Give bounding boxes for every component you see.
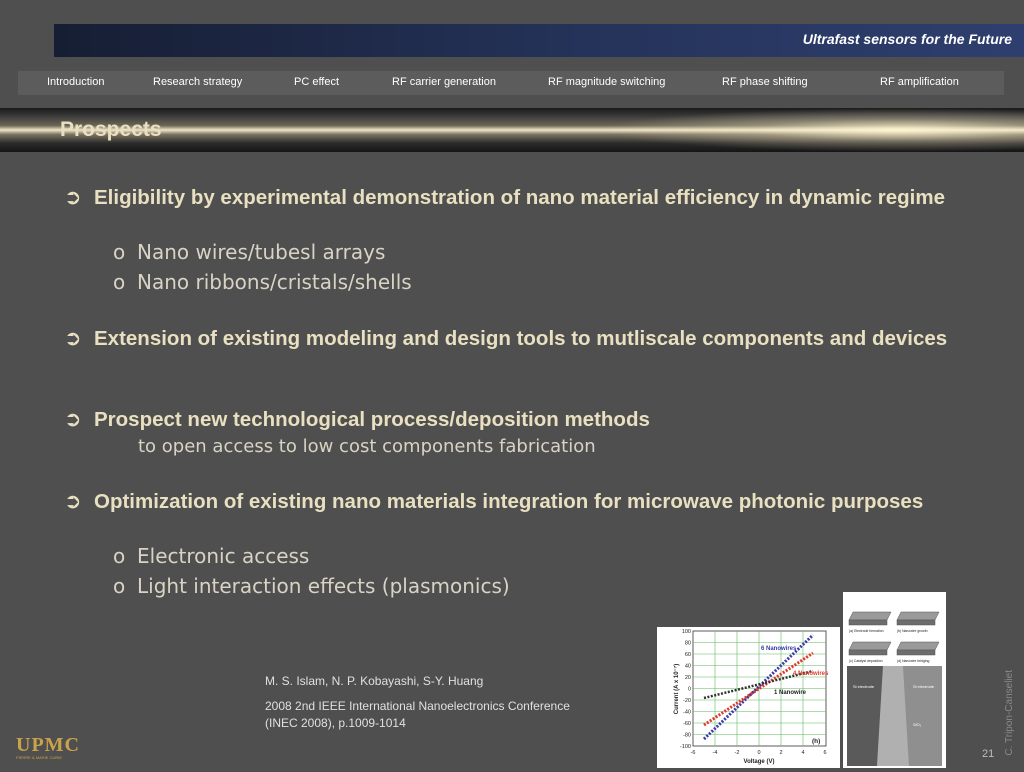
sub-bullet-text: Nano wires/tubesl arrays: [137, 240, 386, 264]
svg-text:40: 40: [684, 663, 691, 670]
nav-item-rf-carrier-generation[interactable]: RF carrier generation: [392, 76, 496, 88]
svg-text:0: 0: [687, 686, 691, 693]
photo-caption: (b) Nanowire growth: [897, 629, 928, 633]
sem-label: SiO₂: [913, 722, 922, 727]
header-bar: [54, 24, 1024, 57]
sub-bullet: [113, 270, 412, 294]
sub-bullet-marker: o: [113, 270, 126, 294]
logo-subtext: PIERRE & MARIE CURIE: [16, 755, 63, 760]
series-label: 6 Nanowires: [761, 646, 797, 652]
bullet-arrow-icon: ➲: [64, 327, 82, 350]
bullet-text: Optimization of existing nano materials integration for microwave photonic purposes: [94, 490, 924, 513]
reference-venue: 2008 2nd IEEE International Nanoelectronics Conference: [265, 699, 570, 713]
sub-bullet-marker: o: [113, 574, 126, 598]
page-title: Prospects: [60, 118, 162, 141]
svg-text:-60: -60: [683, 721, 691, 727]
sub-bullet: [113, 240, 385, 264]
svg-text:60: 60: [684, 652, 691, 658]
sub-bullet: [113, 574, 510, 598]
svg-text:6: 6: [823, 750, 827, 756]
photo-caption: (d) Nanowire bridging: [897, 659, 930, 663]
logo-text: UPMC: [16, 734, 80, 756]
y-axis-label: Current (A x 10⁻⁷): [674, 663, 680, 715]
nav-item-pc-effect[interactable]: PC effect: [294, 76, 340, 88]
sub-bullet-marker: o: [113, 240, 126, 264]
svg-text:100: 100: [681, 629, 691, 635]
svg-text:0: 0: [757, 750, 761, 756]
bullet-arrow-icon: ➲: [64, 186, 82, 209]
author-credit: C. Tripon-Canseliet: [1004, 670, 1015, 756]
bullet-text: Extension of existing modeling and design tools to mutliscale components and devices: [94, 327, 948, 350]
svg-text:-40: -40: [683, 709, 691, 716]
x-tick-labels: [691, 750, 827, 756]
svg-text:80: 80: [684, 640, 691, 647]
sub-bullet: [113, 544, 309, 568]
nav-item-rf-magnitude-switching[interactable]: RF magnitude switching: [548, 76, 666, 88]
sub-bullet-text: Nano ribbons/cristals/shells: [137, 270, 412, 294]
svg-text:-6: -6: [690, 750, 696, 756]
photo-caption: (a) Electrode formation: [849, 629, 884, 633]
bullet-text: Prospect new technological process/deposition methods: [94, 408, 650, 431]
y-tick-labels: [680, 629, 691, 750]
svg-text:-20: -20: [683, 698, 691, 704]
iv-curve-figure: [657, 627, 840, 768]
svg-text:-4: -4: [712, 750, 718, 756]
x-axis-label: Voltage (V): [743, 759, 775, 765]
panel-label: (h): [812, 738, 821, 745]
reference-authors: M. S. Islam, N. P. Kobayashi, S-Y. Huang: [265, 674, 484, 688]
fabrication-photo: [843, 592, 946, 768]
bullet-text: Eligibility by experimental demonstration of nano material efficiency in dynamic regime: [94, 186, 945, 209]
sub-bullet-text: Light interaction effects (plasmonics): [137, 574, 510, 598]
nav-bar: [18, 71, 1004, 95]
svg-text:2: 2: [779, 750, 783, 756]
nav-item-introduction[interactable]: Introduction: [47, 76, 105, 88]
photo-caption: (c) Catalyst deposition: [849, 659, 883, 663]
upmc-logo: [16, 735, 80, 760]
svg-text:-80: -80: [683, 732, 691, 739]
bullet-arrow-icon: ➲: [64, 490, 82, 513]
svg-text:-2: -2: [734, 750, 740, 756]
sem-label: Si electrode: [853, 684, 875, 689]
nav-item-rf-amplification[interactable]: RF amplification: [880, 76, 959, 88]
series-label: 4 Nanowires: [793, 671, 829, 677]
bullet-arrow-icon: ➲: [64, 408, 82, 431]
sem-label: Si electrode: [913, 684, 935, 689]
svg-text:4: 4: [801, 750, 805, 756]
svg-text:20: 20: [684, 675, 691, 681]
reference-pages: (INEC 2008), p.1009-1014: [265, 716, 406, 730]
presentation-title: Ultrafast sensors for the Future: [802, 31, 1012, 47]
bullet-note: to open access to low cost components fabrication: [138, 436, 596, 457]
series-label: 1 Nanowire: [774, 690, 807, 696]
sub-bullet-text: Electronic access: [137, 544, 310, 568]
page-number: 21: [982, 748, 995, 760]
svg-text:-100: -100: [679, 744, 691, 750]
nav-item-research-strategy[interactable]: Research strategy: [153, 76, 243, 88]
sub-bullet-marker: o: [113, 544, 126, 568]
iv-curve-graphic: [657, 627, 840, 768]
fabrication-graphic: [843, 592, 946, 768]
nav-item-rf-phase-shifting[interactable]: RF phase shifting: [722, 76, 808, 88]
